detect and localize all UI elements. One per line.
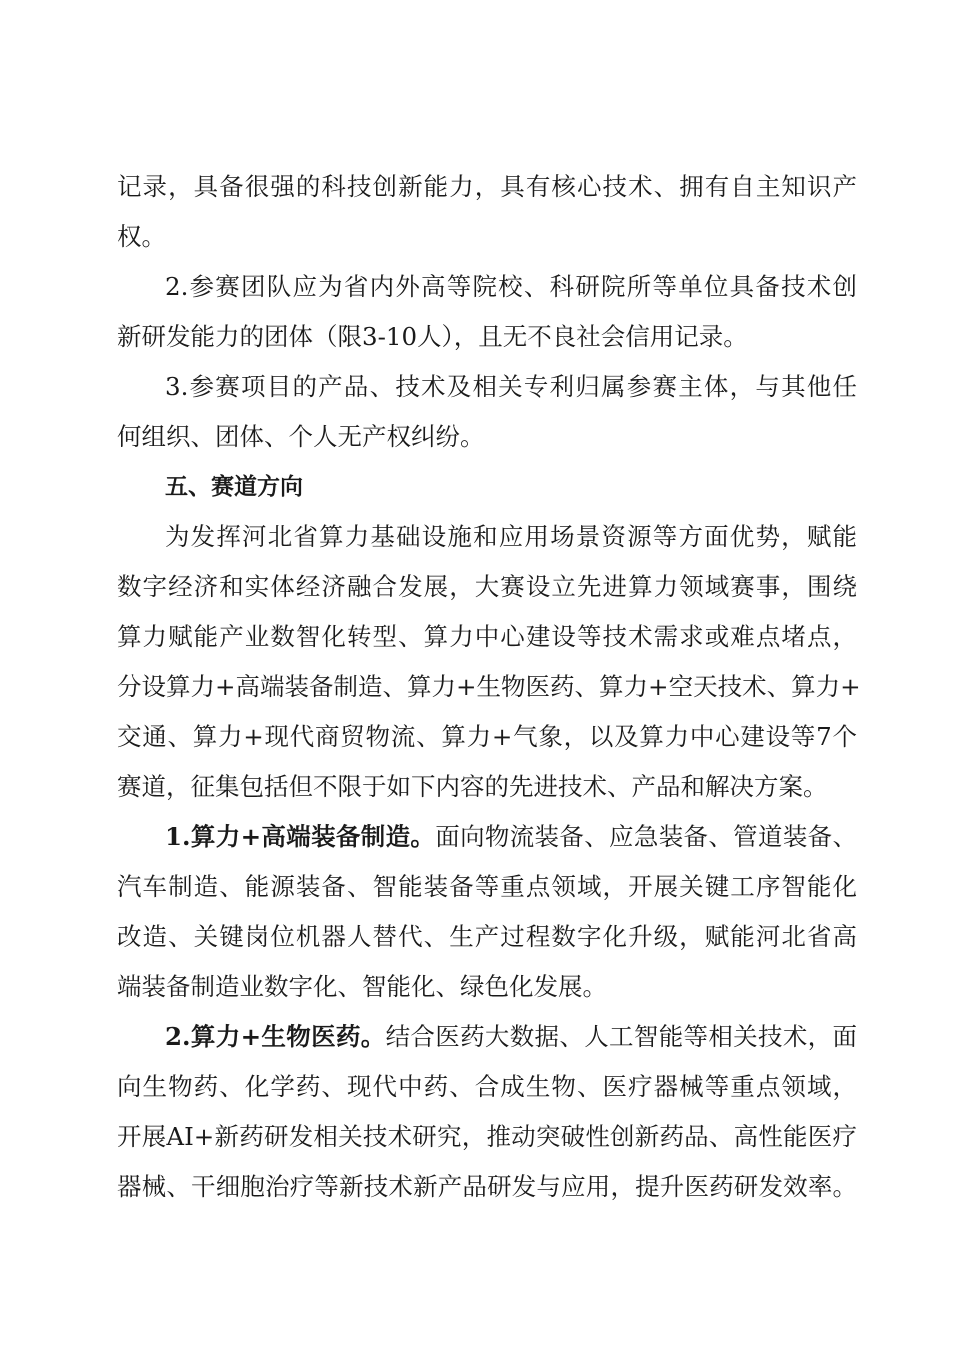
paragraph-line: 器械、干细胞治疗等新技术新产品研发与应用，提升医药研发效率。 — [117, 1172, 857, 1201]
paragraph-line: 3.参赛项目的产品、技术及相关专利归属参赛主体，与其他任 — [165, 372, 857, 401]
paragraph-line: 汽车制造、能源装备、智能装备等重点领域，开展关键工序智能化 — [117, 872, 857, 901]
paragraph-line: 交通、算力+现代商贸物流、算力+气象，以及算力中心建设等7个 — [117, 722, 857, 751]
paragraph-line: 开展AI+新药研发相关技术研究，推动突破性创新药品、高性能医疗 — [117, 1122, 857, 1151]
section-heading: 五、赛道方向 — [165, 474, 303, 500]
paragraph-line: 为发挥河北省算力基础设施和应用场景资源等方面优势，赋能 — [165, 522, 857, 551]
paragraph-line: 赛道，征集包括但不限于如下内容的先进技术、产品和解决方案。 — [117, 772, 828, 801]
paragraph-line: 算力赋能产业数智化转型、算力中心建设等技术需求或难点堵点， — [117, 622, 857, 651]
track-description: 面向物流装备、应急装备、管道装备、 — [435, 822, 858, 851]
paragraph-line — [165, 1012, 857, 1062]
paragraph-line: 记录，具备很强的科技创新能力，具有核心技术、拥有自主知识产 — [117, 172, 857, 201]
paragraph-line: 2.参赛团队应为省内外高等院校、科研院所等单位具备技术创 — [165, 272, 857, 301]
track-title: 2.算力+生物医药。 — [165, 1022, 386, 1051]
paragraph-line: 改造、关键岗位机器人替代、生产过程数字化升级，赋能河北省高 — [117, 922, 857, 951]
paragraph-line: 向生物药、化学药、现代中药、合成生物、医疗器械等重点领域， — [117, 1072, 857, 1101]
paragraph-line: 端装备制造业数字化、智能化、绿色化发展。 — [117, 972, 607, 1001]
paragraph-line: 何组织、团体、个人无产权纠纷。 — [117, 422, 485, 451]
paragraph-line: 数字经济和实体经济融合发展，大赛设立先进算力领域赛事，围绕 — [117, 572, 857, 601]
paragraph-line: 权。 — [117, 222, 166, 251]
paragraph-line: 分设算力+高端装备制造、算力+生物医药、算力+空天技术、算力+ — [117, 672, 861, 701]
track-title: 1.算力+高端装备制造。 — [165, 822, 436, 851]
paragraph-line: 新研发能力的团体（限3-10人），且无不良社会信用记录。 — [117, 322, 748, 351]
paragraph-line — [165, 812, 857, 862]
track-description: 结合医药大数据、人工智能等相关技术，面 — [385, 1022, 858, 1051]
